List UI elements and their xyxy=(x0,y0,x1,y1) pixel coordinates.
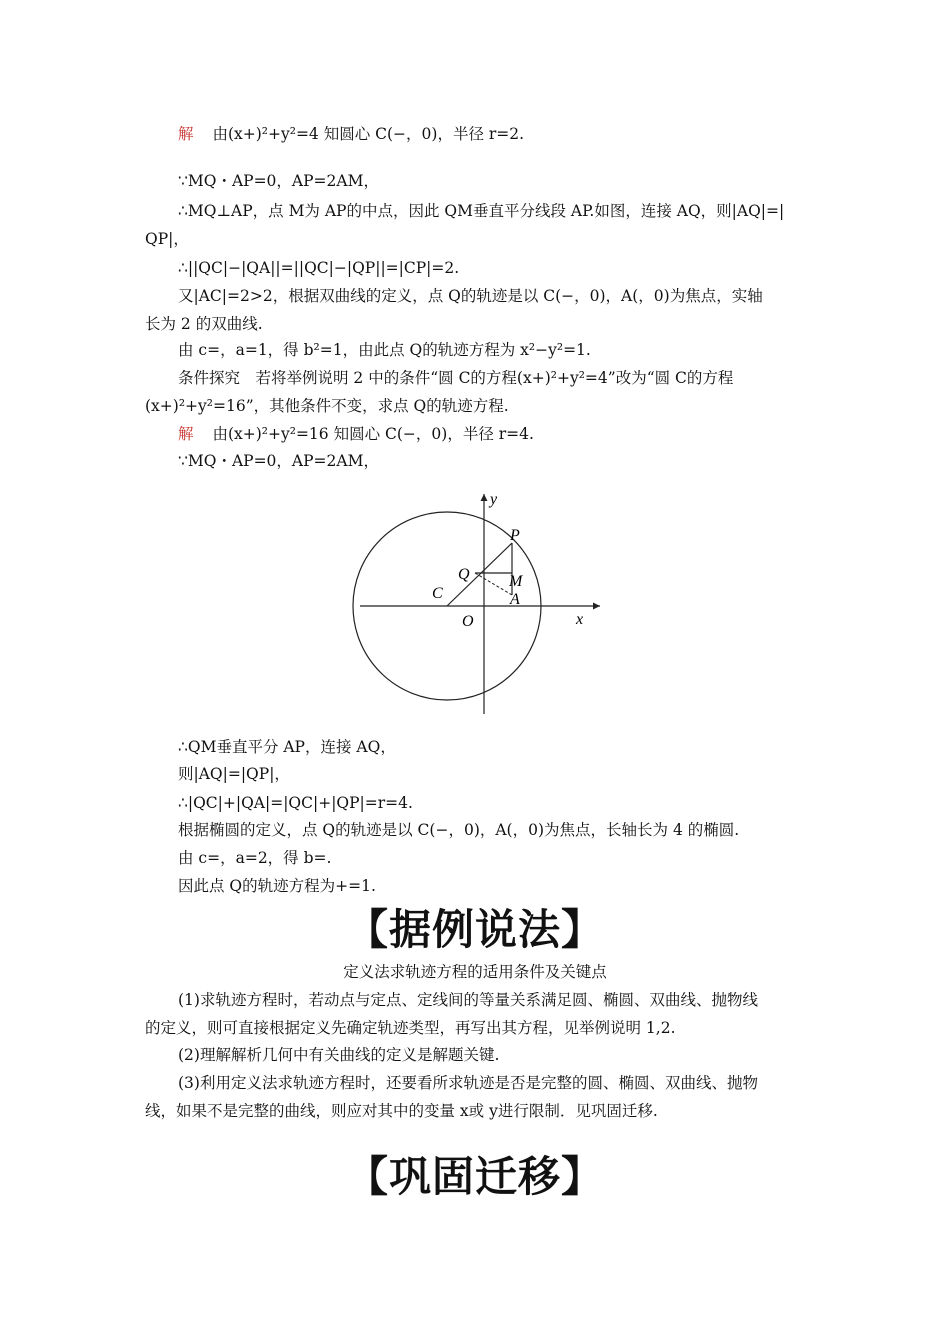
text-line: 长为 2 的双曲线. xyxy=(145,315,263,333)
text-line: 由 c=，a=1，得 b²=1，由此点 Q的轨迹方程为 x²−y²=1. xyxy=(178,341,591,359)
text-line: 的定义，则可直接根据定义先确定轨迹类型，再写出其方程，见举例说明 1,2. xyxy=(145,1019,676,1037)
text-line: QP|， xyxy=(145,230,189,248)
label-a: A xyxy=(510,591,520,608)
segment-qa-dashed xyxy=(475,573,512,595)
text-line: ∴MQ⊥AP，点 M为 AP的中点，因此 QM垂直平分线段 AP.如图，连接 AQ，则|AQ|=| xyxy=(178,202,785,220)
circle-figure xyxy=(342,480,608,728)
text-line: ∴||QC|−|QA||=||QC|−|QP||=|CP|=2. xyxy=(178,259,460,277)
section-banner-consolidate: 【巩固迁移】 xyxy=(345,1152,604,1201)
text-line: 根据椭圆的定义，点 Q的轨迹是以 C(−，0)，A(，0)为焦点，长轴长为 4 的椭圆. xyxy=(178,821,740,839)
solution-label: 解 xyxy=(178,125,194,143)
text-line: (1)求轨迹方程时，若动点与定点、定线间的等量关系满足圆、椭圆、双曲线、抛物线 xyxy=(178,991,758,1009)
text-line: ∴QM垂直平分 AP，连接 AQ， xyxy=(178,738,396,756)
text-line: 条件探究 若将举例说明 2 中的条件“圆 C的方程(x+)²+y²=4”改为“圆 C的方程 xyxy=(178,369,734,387)
text-line: (2)理解解析几何中有关曲线的定义是解题关键. xyxy=(178,1046,500,1064)
y-axis-arrow-icon xyxy=(481,494,488,501)
label-q: Q xyxy=(458,566,470,583)
solution-2-line xyxy=(178,424,818,444)
x-axis-arrow-icon xyxy=(593,603,600,610)
text-line: (x+)²+y²=16”，其他条件不变，求点 Q的轨迹方程. xyxy=(145,397,509,415)
solution-label: 解 xyxy=(178,425,194,443)
solution-1-line xyxy=(178,124,818,144)
label-x: x xyxy=(576,611,584,628)
solution-text: 由(x+)²+y²=16 知圆心 C(−，0)，半径 r=4. xyxy=(212,425,534,443)
text-line: (3)利用定义法求轨迹方程时，还要看所求轨迹是否是完整的圆、椭圆、双曲线、抛物 xyxy=(178,1074,758,1092)
text-line: 因此点 Q的轨迹方程为+=1. xyxy=(178,877,376,895)
text-line: ∵MQ・AP=0，AP=2AM， xyxy=(178,452,379,470)
text-line: 又|AC|=2>2，根据双曲线的定义，点 Q的轨迹是以 C(−，0)，A(，0)为焦点，实轴 xyxy=(178,287,763,305)
section-subtitle: 定义法求轨迹方程的适用条件及关键点 xyxy=(343,963,607,981)
text-line: 线，如果不是完整的曲线，则应对其中的变量 x或 y进行限制．见巩固迁移. xyxy=(145,1102,658,1120)
figure-svg xyxy=(342,480,608,728)
text-line: 则|AQ|=|QP|， xyxy=(178,765,290,783)
section-banner-examples: 【据例说法】 xyxy=(345,905,604,954)
text-line: ∵MQ・AP=0，AP=2AM， xyxy=(178,172,379,190)
label-m: M xyxy=(509,573,523,590)
segment-cp xyxy=(447,543,512,606)
label-p: P xyxy=(510,527,520,544)
solution-text: 由(x+)²+y²=4 知圆心 C(−，0)，半径 r=2. xyxy=(212,125,525,143)
text-line: 由 c=，a=2，得 b=. xyxy=(178,849,332,867)
label-o: O xyxy=(462,613,474,630)
text-line: ∴|QC|+|QA|=|QC|+|QP|=r=4. xyxy=(178,794,413,812)
label-y: y xyxy=(490,491,498,508)
label-c: C xyxy=(432,585,443,602)
